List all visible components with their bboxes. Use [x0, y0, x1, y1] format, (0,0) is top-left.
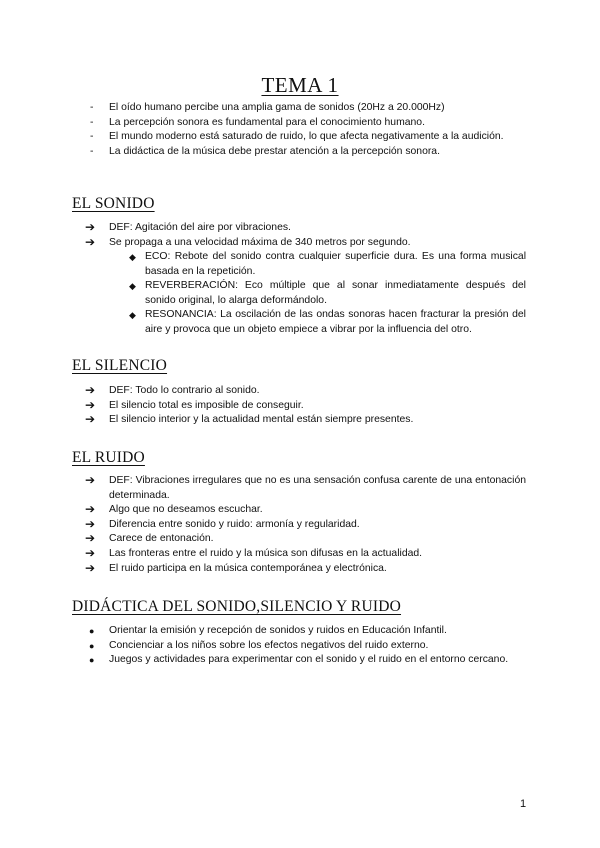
arrow-icon: ➔	[85, 516, 96, 531]
section-heading-didactica: DIDÁCTICA DEL SONIDO,SILENCIO Y RUIDO	[72, 598, 402, 615]
list-item: ➔ El ruido participa en la música contemporánea y electrónica.	[85, 560, 387, 575]
list-item: ➔ Diferencia entre sonido y ruido: armonía y regularidad.	[85, 516, 360, 531]
list-item: ➔ DEF: Vibraciones irregulares que no es una sensación confusa carente de una entonación determinada.	[85, 473, 526, 501]
list-item: - La didáctica de la música debe prestar atención a la percepción sonora.	[109, 145, 526, 160]
diamond-icon: ◆	[129, 252, 136, 262]
bullet-icon: ●	[89, 655, 95, 666]
list-item: ➔ El silencio total es imposible de conseguir.	[85, 397, 304, 412]
sonido-sublist	[0, 250, 600, 338]
list-item: - La percepción sonora es fundamental para el conocimiento humano.	[109, 116, 526, 131]
section-heading-ruido: EL RUIDO	[72, 449, 145, 466]
arrow-icon: ➔	[85, 220, 96, 234]
list-item: ● Orientar la emisión y recepción de sonidos y ruidos en Educación Infantil.	[109, 624, 526, 639]
list-item: ◆ RESONANCIA: La oscilación de las ondas sonoras hacen fracturar la presión del aire y provoca que un objeto empiece a vibrar por la influencia del otro.	[129, 309, 526, 335]
page-number: 1	[520, 798, 527, 810]
page-title: TEMA 1	[261, 73, 339, 97]
arrow-icon: ➔	[85, 545, 96, 560]
dash-marker: -	[90, 145, 94, 157]
list-item: ➔ Algo que no deseamos escuchar.	[85, 502, 263, 517]
list-item: ➔ Carece de entonación.	[85, 531, 214, 546]
list-item: ● Juegos y actividades para experimentar con el sonido y el ruido en el entorno cercano.	[109, 653, 526, 668]
list-item: - El oído humano percibe una amplia gama de sonidos (20Hz a 20.000Hz)	[109, 101, 526, 116]
dash-marker: -	[90, 131, 94, 143]
dash-marker: -	[90, 102, 94, 113]
bullet-icon: ●	[89, 626, 95, 636]
arrow-icon: ➔	[85, 383, 96, 397]
diamond-icon: ◆	[129, 281, 136, 292]
arrow-icon: ➔	[85, 234, 96, 249]
list-item: ➔ DEF: Agitación del aire por vibraciones.	[85, 220, 291, 234]
list-item: ● Concienciar a los niños sobre los efectos negativos del ruido externo.	[109, 639, 526, 654]
list-item: ◆ REVERBERACIÓN: Eco múltiple que al sonar inmediatamente después del sonido original, lo alarga deformándolo.	[129, 280, 526, 306]
arrow-icon: ➔	[85, 397, 96, 412]
didactica-list	[0, 624, 600, 668]
arrow-icon: ➔	[85, 502, 96, 517]
arrow-icon: ➔	[85, 473, 96, 487]
list-item: - El mundo moderno está saturado de ruido, lo que afecta negativamente a la audición.	[109, 130, 526, 145]
bullet-icon: ●	[89, 640, 95, 651]
list-item: ◆ ECO: Rebote del sonido contra cualquier superficie dura. Es una forma musical basada en la repetición.	[129, 251, 526, 277]
intro-list	[0, 101, 600, 159]
silencio-list	[0, 384, 600, 428]
arrow-icon: ➔	[85, 560, 96, 575]
list-item: ➔ DEF: Todo lo contrario al sonido.	[85, 383, 260, 397]
list-item: ➔ Las fronteras entre el ruido y la música son difusas en la actualidad.	[85, 545, 423, 560]
list-item: ➔ El silencio interior y la actualidad mental están siempre presentes.	[85, 412, 414, 427]
section-heading-sonido: EL SONIDO	[72, 195, 155, 212]
sonido-list	[0, 221, 600, 250]
dash-marker: -	[90, 116, 94, 128]
arrow-icon: ➔	[85, 412, 96, 427]
list-item: ➔ Se propaga a una velocidad máxima de 340 metros por segundo.	[85, 234, 411, 249]
ruido-list	[0, 474, 600, 576]
arrow-icon: ➔	[85, 531, 96, 546]
section-heading-silencio: EL SILENCIO	[72, 357, 168, 374]
diamond-icon: ◆	[129, 310, 136, 321]
